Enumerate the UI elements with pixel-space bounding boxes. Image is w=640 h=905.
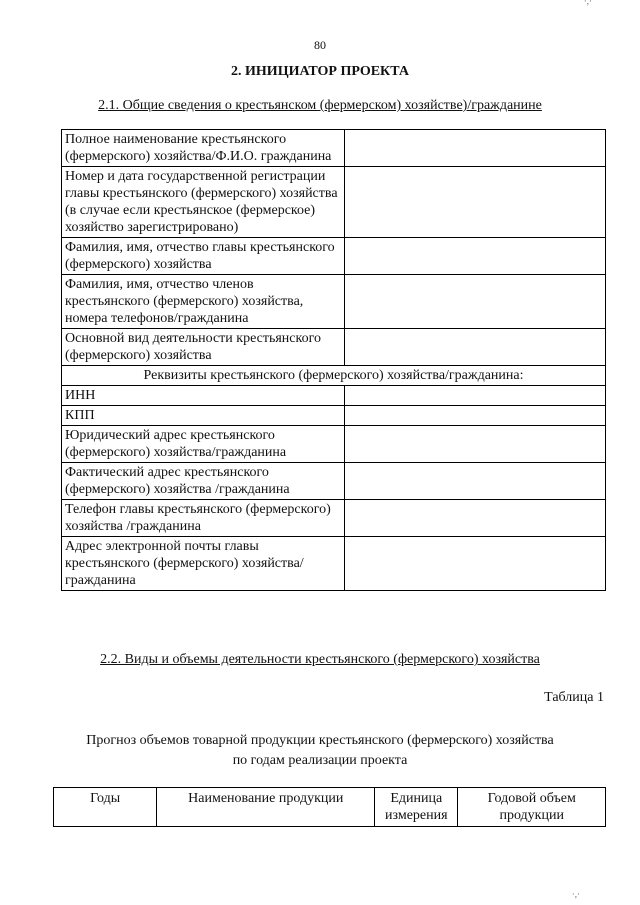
table-row xyxy=(62,406,606,426)
column-header-annual-volume: Годовой объем продукции xyxy=(458,788,606,827)
row-value-field[interactable] xyxy=(345,329,606,366)
table-row xyxy=(62,167,606,238)
row-label: Основной вид деятельности крестьянского (фермерского) хозяйства xyxy=(62,329,345,366)
table-row xyxy=(62,329,606,366)
table-row xyxy=(62,130,606,167)
forecast-table xyxy=(53,787,606,827)
table-row-requisites-header xyxy=(62,366,606,386)
section-title: 2. ИНИЦИАТОР ПРОЕКТА xyxy=(231,64,409,79)
row-label-inn: ИНН xyxy=(62,386,345,406)
table-row xyxy=(62,500,606,537)
row-label: Адрес электронной почты главы крестьянского (фермерского) хозяйства/гражданина xyxy=(62,537,345,591)
forecast-table-caption xyxy=(0,731,640,771)
row-value-field[interactable] xyxy=(345,426,606,463)
caption-line: Прогноз объемов товарной продукции крестьянского (фермерского) хозяйства xyxy=(86,733,554,748)
row-label: Фамилия, имя, отчество членов крестьянского (фермерского) хозяйства, номера телефонов/гражданина xyxy=(62,275,345,329)
row-value-field[interactable] xyxy=(345,537,606,591)
row-value-field[interactable] xyxy=(345,275,606,329)
row-label: Фактический адрес крестьянского (фермерского) хозяйства /гражданина xyxy=(62,463,345,500)
subsection-title-general-info: 2.1. Общие сведения о крестьянском (фермерском) хозяйстве)/гражданине xyxy=(98,98,542,113)
requisites-header: Реквизиты крестьянского (фермерского) хозяйства/гражданина: xyxy=(62,366,606,386)
caption-line: по годам реализации проекта xyxy=(232,753,408,768)
scan-mark-top: ·,· xyxy=(583,0,592,6)
row-label: Юридический адрес крестьянского (фермерского) хозяйства/гражданина xyxy=(62,426,345,463)
page-number: 80 xyxy=(314,38,326,52)
row-value-field[interactable] xyxy=(345,238,606,275)
column-header-years: Годы xyxy=(54,788,157,827)
general-info-table xyxy=(61,129,606,591)
row-label: Номер и дата государственной регистрации главы крестьянского (фермерского) хозяйства (в случае если крестьянское (фермерское) хозяйство зарегистрировано) xyxy=(62,167,345,238)
row-label-kpp: КПП xyxy=(62,406,345,426)
subsection-title-activities: 2.2. Виды и объемы деятельности крестьянского (фермерского) хозяйства xyxy=(100,652,540,667)
table-header-row xyxy=(54,788,606,827)
kpp-field[interactable] xyxy=(345,406,606,426)
table-row xyxy=(62,537,606,591)
table-row xyxy=(62,463,606,500)
row-value-field[interactable] xyxy=(345,130,606,167)
row-value-field[interactable] xyxy=(345,500,606,537)
column-header-unit: Единица измерения xyxy=(375,788,458,827)
scan-mark-bottom: ·,· xyxy=(571,889,580,899)
column-header-product-name: Наименование продукции xyxy=(157,788,375,827)
table-row xyxy=(62,238,606,275)
row-label: Телефон главы крестьянского (фермерского) хозяйства /гражданина xyxy=(62,500,345,537)
inn-field[interactable] xyxy=(345,386,606,406)
row-value-field[interactable] xyxy=(345,167,606,238)
row-label: Полное наименование крестьянского (фермерского) хозяйства/Ф.И.О. гражданина xyxy=(62,130,345,167)
table-number-label: Таблица 1 xyxy=(544,690,604,705)
row-value-field[interactable] xyxy=(345,463,606,500)
row-label: Фамилия, имя, отчество главы крестьянского (фермерского) хозяйства xyxy=(62,238,345,275)
table-row xyxy=(62,426,606,463)
table-row xyxy=(62,386,606,406)
table-row xyxy=(62,275,606,329)
